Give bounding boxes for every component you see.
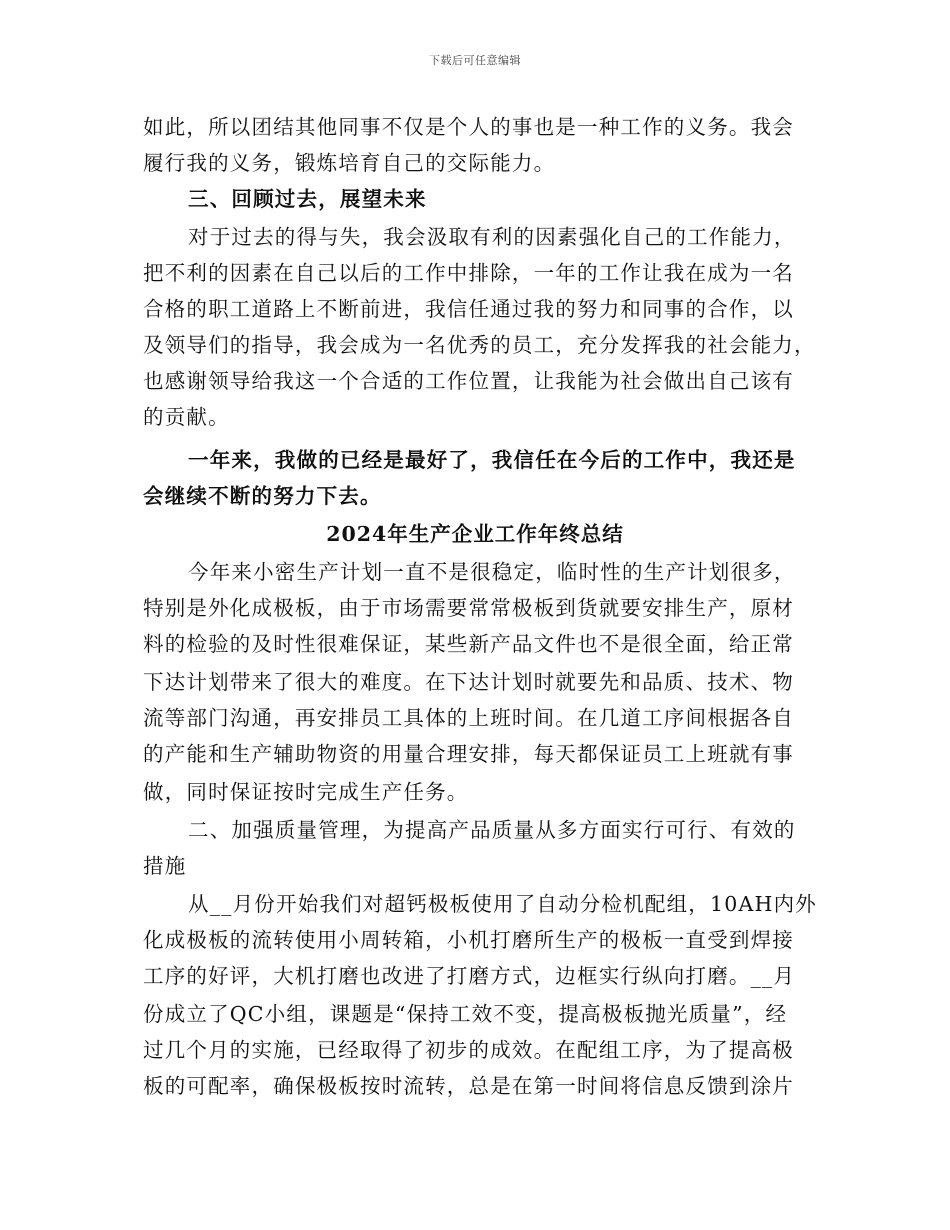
closing-line: 一年来，我做的已经是最好了，我信任在今后的工作中，我还是 [188, 448, 796, 472]
text-line: 流等部门沟通，再安排员工具体的上班时间。在几道工序间根据各自 [143, 706, 794, 730]
text-line: 如此，所以团结其他同事不仅是个人的事也是一种工作的义务。我会 [143, 115, 794, 139]
text-line: 特别是外化成极板，由于市场需要常常极板到货就要安排生产，原材 [143, 596, 794, 620]
text-line: 化成极板的流转使用小周转箱，小机打磨所生产的极板一直受到焊接 [143, 928, 794, 952]
text-line: 措施 [143, 854, 187, 878]
page-header: 下载后可任意编辑 [429, 54, 521, 67]
text-line: 份成立了QC小组，课题是“保持工效不变，提高极板抛光质量”，经 [143, 1002, 788, 1026]
text-line: 对于过去的得与失，我会汲取有利的因素强化自己的工作能力， [188, 225, 796, 249]
text-line: 板的可配率，确保极板按时流转，总是在第一时间将信息反馈到涂片 [143, 1074, 794, 1098]
text-line: 工序的好评，大机打磨也改进了打磨方式，边框实行纵向打磨。__月 [143, 964, 796, 988]
text-line: 也感谢领导给我这一个合适的工作位置，让我能为社会做出自己该有 [143, 369, 794, 393]
text-line: 过几个月的实施，已经取得了初步的成效。在配组工序，为了提高极 [143, 1038, 794, 1062]
text-line: 把不利的因素在自己以后的工作中排除，一年的工作让我在成为一名 [143, 261, 794, 285]
text-line: 的产能和生产辅助物资的用量合理安排，每天都保证员工上班就有事 [143, 742, 794, 766]
text-line: 及领导们的指导，我会成为一名优秀的员工，充分发挥我的社会能力， [143, 333, 816, 357]
text-line: 的贡献。 [143, 405, 230, 429]
text-line: 做，同时保证按时完成生产任务。 [143, 780, 469, 804]
text-line: 二、加强质量管理，为提高产品质量从多方面实行可行、有效的 [188, 818, 796, 842]
text-line: 下达计划带来了很大的难度。在下达计划时就要先和品质、技术、物 [143, 670, 794, 694]
text-line: 履行我的义务，锻炼培育自己的交际能力。 [143, 151, 556, 175]
closing-line: 会继续不断的努力下去。 [143, 484, 382, 508]
text-line: 料的检验的及时性很难保证，某些新产品文件也不是很全面，给正常 [143, 632, 794, 656]
text-line: 从__月份开始我们对超钙极板使用了自动分检机配组，10AH内外 [188, 892, 817, 916]
text-line: 合格的职工道路上不断前进，我信任通过我的努力和同事的合作，以 [143, 297, 794, 321]
section-heading: 三、回顾过去，展望未来 [188, 187, 427, 211]
text-line: 今年来小密生产计划一直不是很稳定，临时性的生产计划很多， [188, 560, 796, 584]
article-title: 2024年生产企业工作年终总结 [326, 522, 624, 546]
